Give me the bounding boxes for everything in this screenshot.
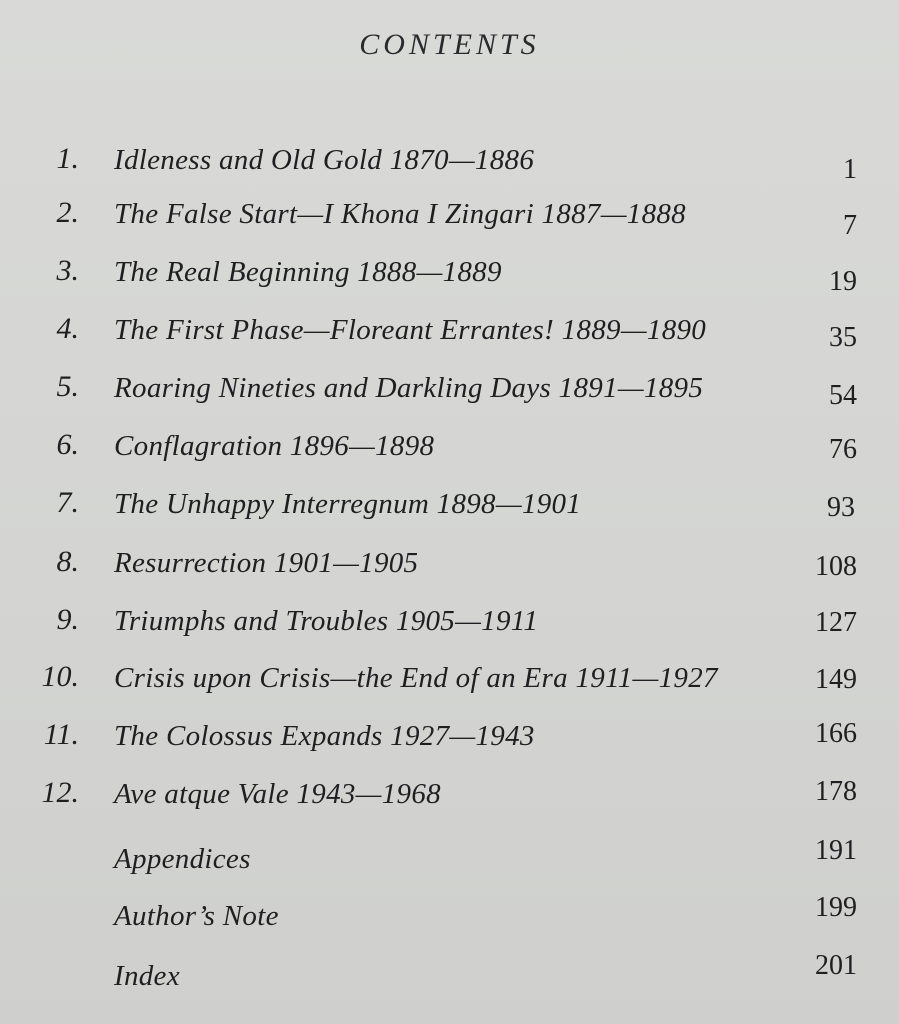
chapter-number: 9.: [56, 603, 79, 636]
page-number: 35: [829, 322, 857, 353]
chapter-title: The First Phase—Floreant Errantes! 1889—1890: [114, 314, 707, 346]
chapter-number: 8.: [56, 545, 79, 578]
chapter-number: 5.: [56, 370, 79, 403]
page-number: 149: [815, 664, 857, 695]
toc-entry: [0, 835, 899, 893]
chapter-title: Index: [114, 960, 180, 992]
page-number: 1: [843, 154, 857, 185]
page-number: 54: [829, 380, 857, 411]
toc-entry: [0, 312, 899, 362]
chapter-title: Idleness and Old Gold 1870—1886: [114, 144, 535, 176]
chapter-title: The Unhappy Interregnum 1898—1901: [114, 488, 582, 520]
chapter-title: Roaring Nineties and Darkling Days 1891—1895: [114, 372, 704, 404]
chapter-number: 10.: [41, 660, 79, 693]
chapter-number: 2.: [56, 196, 79, 229]
toc-entry: [0, 950, 899, 1010]
page-number: 7: [843, 210, 857, 241]
chapter-title: Conflagration 1896—1898: [114, 430, 435, 462]
toc-entry: [0, 776, 899, 826]
page-number: 191: [815, 835, 857, 866]
chapter-number: 7.: [56, 486, 79, 519]
page-number: 166: [815, 718, 857, 749]
chapter-title: Triumphs and Troubles 1905—1911: [114, 605, 539, 637]
page-number: 127: [815, 607, 857, 638]
chapter-title: Author’s Note: [114, 900, 279, 932]
chapter-title: Appendices: [114, 843, 251, 875]
toc-entry: [0, 545, 899, 595]
chapter-title: Crisis upon Crisis—the End of an Era 1911—1927: [114, 662, 718, 694]
toc-entry: [0, 196, 899, 246]
page-number: 19: [829, 266, 857, 297]
chapter-number: 1.: [56, 142, 79, 175]
chapter-title: The False Start—I Khona I Zingari 1887—1888: [114, 198, 686, 230]
chapter-number: 4.: [56, 312, 79, 345]
toc-entry: [0, 603, 899, 653]
page-number: 76: [829, 434, 857, 465]
chapter-title: The Colossus Expands 1927—1943: [114, 720, 535, 752]
toc-entry: [0, 718, 899, 768]
page-number: 199: [815, 892, 857, 923]
page-number: 201: [815, 950, 857, 981]
chapter-title: Resurrection 1901—1905: [114, 547, 419, 579]
chapter-number: 3.: [56, 254, 79, 287]
page-number: 178: [815, 776, 857, 807]
toc-entry: [0, 486, 899, 536]
chapter-number: 12.: [41, 776, 79, 809]
toc-entry: [0, 428, 899, 478]
contents-heading: CONTENTS: [359, 28, 540, 61]
toc-entry: [0, 370, 899, 420]
chapter-number: 6.: [56, 428, 79, 461]
chapter-title: Ave atque Vale 1943—1968: [114, 778, 441, 810]
toc-entry: [0, 892, 899, 950]
chapter-title: The Real Beginning 1888—1889: [114, 256, 502, 288]
toc-entry: [0, 254, 899, 304]
page-number: 108: [815, 551, 857, 582]
chapter-number: 11.: [43, 718, 79, 751]
page-number: 93: [827, 492, 855, 523]
toc-entry: [0, 142, 899, 192]
toc-entry: [0, 660, 899, 710]
